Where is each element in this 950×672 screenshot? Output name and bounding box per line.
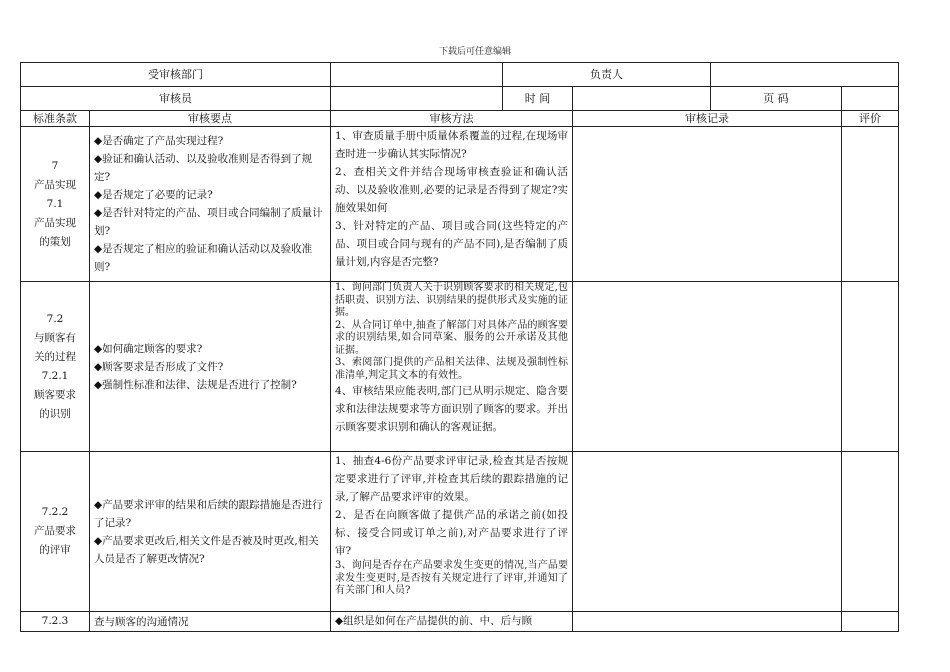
page-label: 页 码 <box>711 87 842 111</box>
clause-line: 的评审 <box>39 544 71 556</box>
clause-cell <box>21 612 90 632</box>
dept-label: 受审核部门 <box>21 63 331 87</box>
audit-point: ◆强制性标准和法律、法规是否进行了控制? <box>94 378 297 391</box>
audit-method: 3、询问是否存在产品要求发生变更的情况,当产品要求发生变更时,是否按有关规定进行了评审,并通知了有关部门和人员? <box>335 560 568 596</box>
clause-line: 顾客要求 <box>34 388 76 401</box>
table-row <box>21 282 899 452</box>
dense-method-block <box>335 560 568 598</box>
audit-point: ◆是否规定了必要的记录? <box>94 189 213 201</box>
clause-line: 的策划 <box>39 235 71 248</box>
points-cell <box>90 452 331 612</box>
clause-line: 的识别 <box>39 407 71 420</box>
audit-point: ◆验证和确认活动、以及验收准则是否得到了规定? <box>94 153 313 183</box>
page-value[interactable] <box>842 87 899 111</box>
method-cell <box>331 612 573 632</box>
record-cell[interactable] <box>573 452 842 612</box>
evaluation-cell[interactable] <box>842 612 899 632</box>
clause-line: 7.2.2 <box>41 506 69 518</box>
clause-cell <box>21 127 90 282</box>
clause-line: 产品要求 <box>34 525 76 537</box>
header-row-dept <box>21 63 899 87</box>
evaluation-cell[interactable] <box>842 452 899 612</box>
audit-method: 4、审核结果应能表明,部门已从明示规定、隐含要求和法律法规要求等方面识别了顾客的要求。并出示顾客要求识别和确认的客观证据。 <box>335 385 568 433</box>
audit-point: ◆是否规定了相应的验证和确认活动以及验收准则? <box>94 243 313 273</box>
audit-method: 2、从合同订单中,抽查了解部门对具体产品的顾客要求的识别结果,如合同草案、服务的公开承诺及其他证据。 <box>335 319 568 356</box>
col-points: 审核要点 <box>90 111 331 127</box>
col-clause: 标准条款 <box>21 111 90 127</box>
clause-line: 关的过程 <box>34 350 76 363</box>
clause-line: 7.2.1 <box>41 369 69 382</box>
clause-line: 产品实现 <box>34 216 76 229</box>
owner-value[interactable] <box>711 63 899 87</box>
col-evaluation: 评价 <box>842 111 899 127</box>
table-row <box>21 452 899 612</box>
clause-cell <box>21 282 90 452</box>
col-record: 审核记录 <box>573 111 842 127</box>
audit-method: 1、询问部门负责人关于识别顾客要求的相关规定,包括职责、识别方法、识别结果的提供形式及实施的证据。 <box>335 282 568 318</box>
clause-line: 7.2 <box>46 312 64 325</box>
clause-line: 产品实现 <box>34 178 76 191</box>
audit-method: 3、针对特定的产品、项目或合同(这些特定的产品、项目或合同与现有的产品不同),是否编制了质量计划,内容是否完整? <box>335 220 568 268</box>
owner-label: 负责人 <box>503 63 711 87</box>
record-cell[interactable] <box>573 127 842 282</box>
auditor-label: 审核员 <box>21 87 331 111</box>
method-cell <box>331 127 573 282</box>
table-row <box>21 127 899 282</box>
dept-value[interactable] <box>331 63 503 87</box>
audit-method: 1、审查质量手册中质量体系覆盖的过程,在现场审查时进一步确认其实际情况? <box>335 130 568 160</box>
audit-checklist-table <box>20 62 899 632</box>
audit-point: ◆顾客要求是否形成了文件? <box>94 360 224 373</box>
clause-line: 与顾客有 <box>34 331 76 344</box>
audit-method: 3、索阅部门提供的产品相关法律、法规及强制性标准清单,判定其文本的有效性。 <box>335 357 568 381</box>
method-cell <box>331 452 573 612</box>
audit-point: ◆产品要求更改后,相关文件是否被及时更改,相关人员是否了解更改情况? <box>94 534 319 565</box>
table-row <box>21 612 899 632</box>
clause-line: 7.1 <box>46 197 64 210</box>
clause-line: 7 <box>51 159 59 172</box>
col-method: 审核方法 <box>331 111 573 127</box>
audit-point: ◆是否确定了产品实现过程? <box>94 135 224 147</box>
record-cell[interactable] <box>573 612 842 632</box>
header-row-auditor <box>21 87 899 111</box>
audit-method: ◆组织是如何在产品提供的前、中、后与顾 <box>335 615 533 627</box>
time-value[interactable] <box>573 87 711 111</box>
clause-line: 7.2.3 <box>41 615 69 627</box>
header-note: 下载后可任意编辑 <box>438 47 511 57</box>
column-header-row <box>21 111 899 127</box>
audit-point: 查与顾客的沟通情况 <box>94 615 189 628</box>
evaluation-cell[interactable] <box>842 127 899 282</box>
points-cell <box>90 282 331 452</box>
audit-method: 2、是否在向顾客做了提供产品的承诺之前(如投标、接受合同或订单之前),对产品要求进行了评审? <box>335 509 568 557</box>
audit-point: ◆如何确定顾客的要求? <box>94 342 203 355</box>
evaluation-cell[interactable] <box>842 282 899 452</box>
dense-method-block <box>335 282 568 382</box>
auditor-value[interactable] <box>331 87 503 111</box>
audit-method: 2、查相关文件并结合现场审核查验证和确认活动、以及验收准则,必要的记录是否得到了规定?实施效果如何 <box>335 166 568 214</box>
audit-point: ◆是否针对特定的产品、项目或合同编制了质量计划? <box>94 207 323 237</box>
points-cell <box>90 127 331 282</box>
record-cell[interactable] <box>573 282 842 452</box>
points-cell <box>90 612 331 632</box>
method-cell <box>331 282 573 452</box>
audit-method: 1、抽查4-6份产品要求评审记录,检查其是否按规定要求进行了评审,并检查其后续的跟踪措施的记录,了解产品要求评审的效果。 <box>335 455 568 503</box>
clause-cell <box>21 452 90 612</box>
time-label: 时 间 <box>503 87 573 111</box>
audit-point: ◆产品要求评审的结果和后续的跟踪措施是否进行了记录? <box>94 498 323 529</box>
